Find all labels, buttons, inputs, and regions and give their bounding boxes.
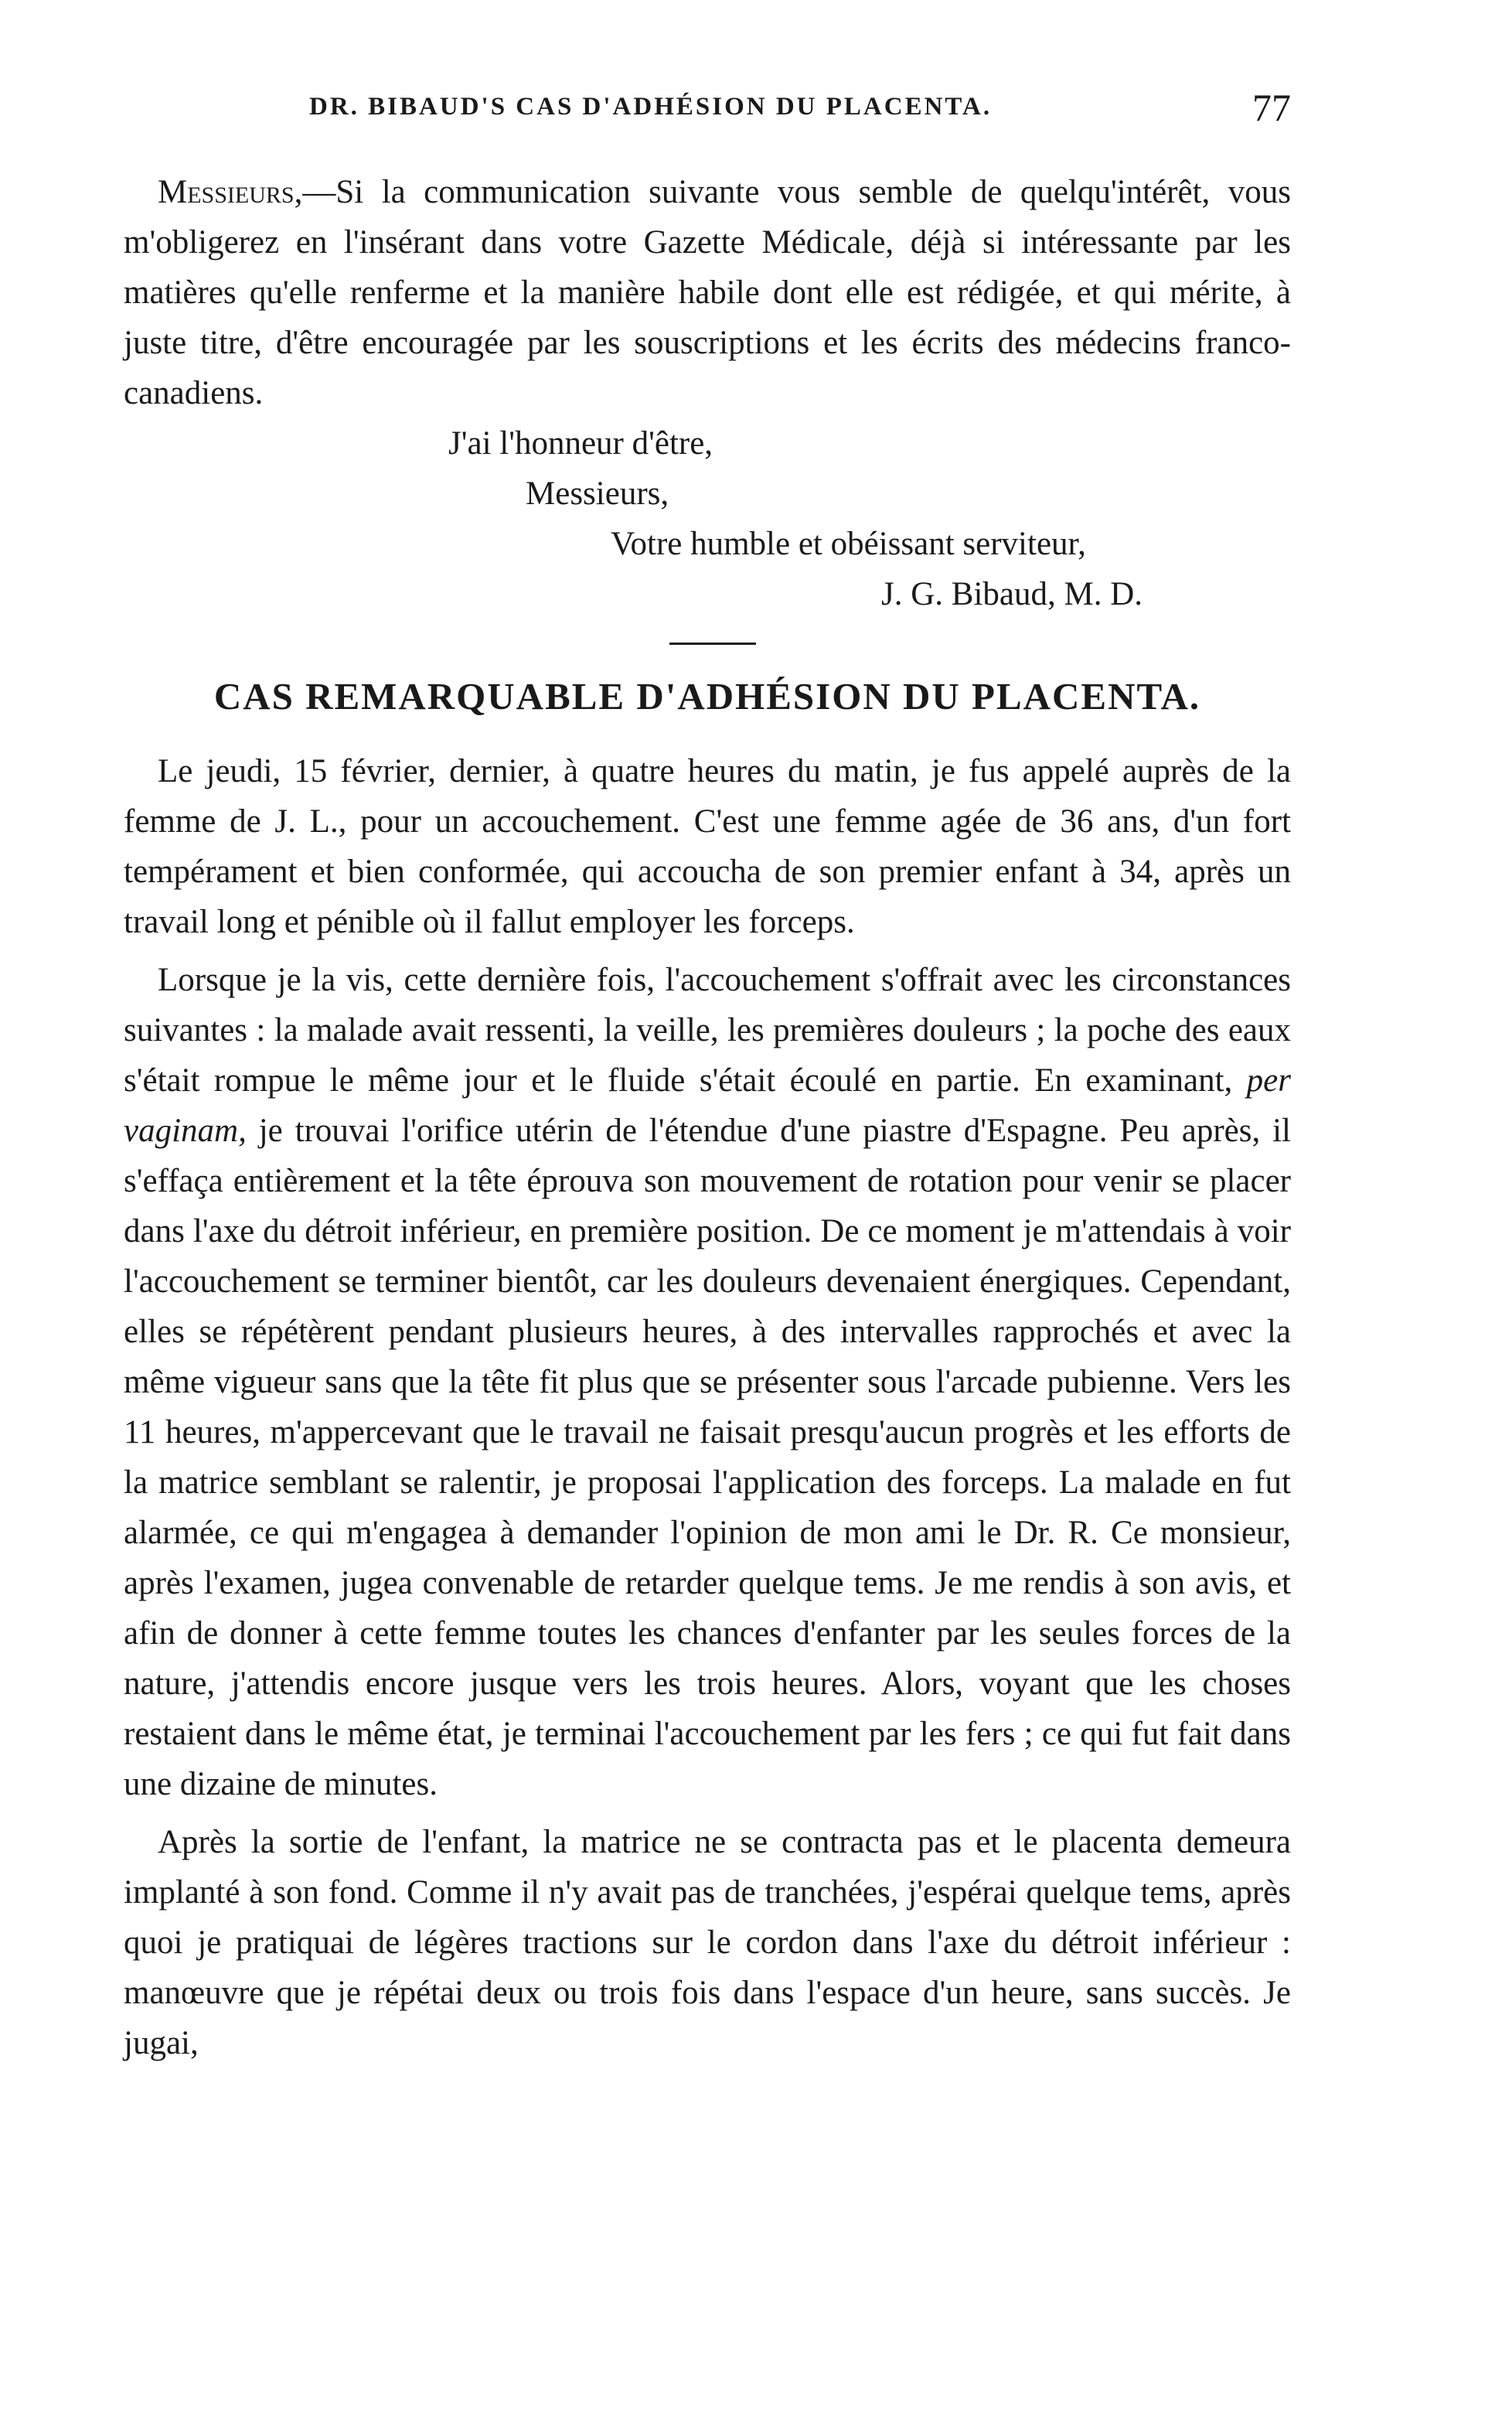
- paragraph-2-text-b: je trouvai l'orifice utérin de l'étendue d'une piastre d'Espagne. Peu après, il s'effaça entièrement et la tête éprouva son mouvement de rotation pour venir se placer dans l'axe du détroit inférieur, en première position. De ce moment je m'attendais à voir l'accouchement se terminer bientôt, car les douleurs devenaient énergiques. Cependant, elles se répétèrent pendant plusieurs heures, à des intervalles rapprochés et avec la même vigueur sans que la tête fit plus que se présenter sous l'arcade pubienne. Vers les 11 heures, m'appercevant que le travail ne faisait presqu'aucun progrès et les efforts de la matrice semblant se ralentir, je proposai l'application des forceps. La malade en fut alarmée, ce qui m'engagea à demander l'opinion de mon ami le Dr. R. Ce monsieur, après l'examen, jugea convenable de retarder quelque tems. Je me rendis à son avis, et afin de donner à cette femme toutes les chances d'enfanter par les seules forces de la nature, j'attendis encore jusque vers les trois heures. Alors, voyant que les choses restaient dans le même état, je terminai l'accouchement par les fers ; ce qui fut fait dans une dizaine de minutes.: [124, 1113, 1291, 1802]
- letter-body: [124, 167, 1291, 418]
- letter-closing-2: Messieurs,: [526, 476, 669, 512]
- section-separator: [124, 619, 1291, 663]
- article-paragraph-1: Le jeudi, 15 février, dernier, à quatre heures du matin, je fus appelé auprès de la femme de J. L., pour un accouchement. C'est une femme agée de 36 ans, d'un fort tempérament et bien conformée, qui accoucha de son premier enfant à 34, après un travail long et pénible où il fallut employer les forceps.: [124, 753, 1291, 940]
- letter-signature: J. G. Bibaud, M. D.: [881, 576, 1143, 612]
- article-paragraph-2: [124, 955, 1291, 1809]
- article-title: CAS REMARQUABLE D'ADHÉSION DU PLACENTA.: [213, 675, 1201, 718]
- separator-rule: [669, 643, 756, 645]
- letter-closing-1: J'ai l'honneur d'être,: [448, 425, 713, 462]
- running-title: DR. BIBAUD'S CAS D'ADHÉSION DU PLACENTA.: [309, 93, 993, 121]
- letter-salutation: Messieurs,: [158, 174, 303, 210]
- paragraph-2-text-a: Lorsque je la vis, cette dernière fois, l'accouchement s'offrait avec les circonstances suivantes : la malade avait ressenti, la veille, les premières douleurs ; la poche des eaux s'était rompue le même jour et le fluide s'était écoulé en partie. En examinant,: [124, 962, 1291, 1099]
- document-page: [124, 85, 1291, 2068]
- latin-phrase: per vaginam,: [124, 1062, 1291, 1149]
- running-header: [124, 85, 1291, 139]
- article-paragraph-3: Après la sortie de l'enfant, la matrice ne se contracta pas et le placenta demeura implanté à son fond. Comme il n'y avait pas de tranchées, j'espérai quelque tems, après quoi je pratiquai de légères tractions sur le cordon dans l'axe du détroit inférieur : manœuvre que je répétai deux ou trois fois dans l'espace d'un heure, sans succès. Je jugai,: [124, 1824, 1291, 2061]
- page-number: 77: [1252, 86, 1291, 129]
- letter-closing-3: Votre humble et obéissant serviteur,: [611, 526, 1086, 562]
- letter-text: —Si la communication suivante vous semble de quelqu'intérêt, vous m'obligerez en l'insérant dans votre Gazette Médicale, déjà si intéressante par les matières qu'elle renferme et la manière habile dont elle est rédigée, et qui mérite, à juste titre, d'être encouragée par les souscriptions et les écrits des médecins franco-canadiens.: [124, 174, 1291, 411]
